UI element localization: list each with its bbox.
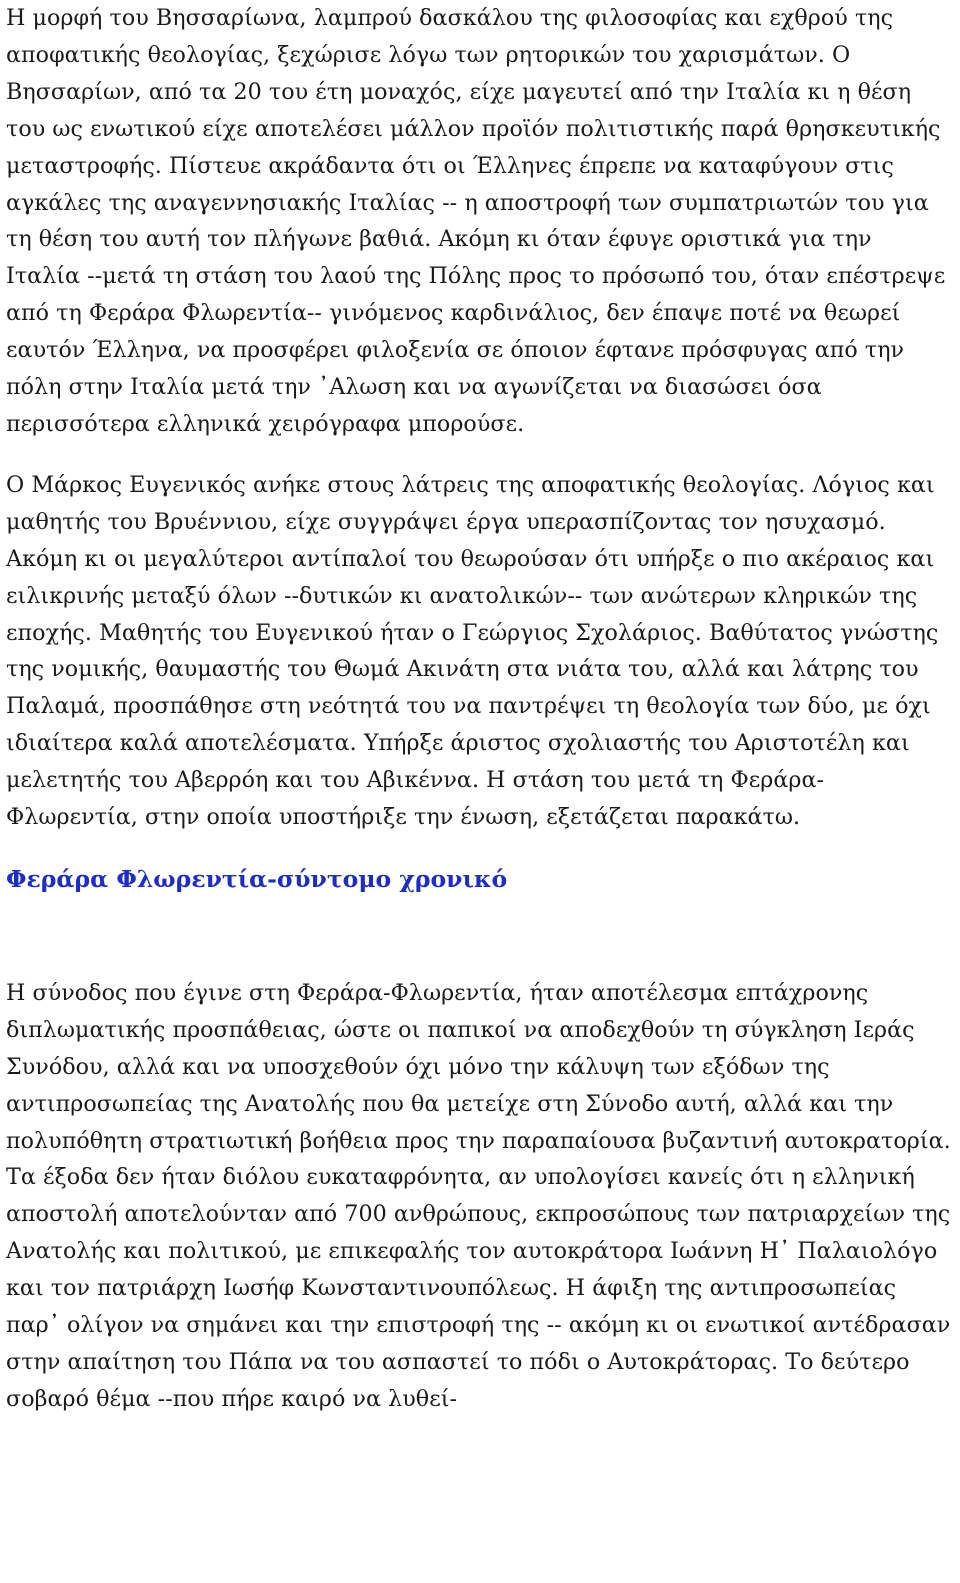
section-heading-ferrara-florence: Φεράρα Φλωρεντία-σύντομο χρονικό	[6, 864, 508, 893]
paragraph-synod-history: Η σύνοδος που έγινε στη Φεράρα-Φλωρεντία, ήταν αποτέλεσμα επτάχρονης διπλωματικής προσπάθειας, ώστε οι παπικοί να αποδεχθούν τη σύγκληση Ιεράς Συνόδου, αλλά και να υποσχεθούν όχι μόνο την κάλυψη των εξόδων της αντιπροσωπείας της Ανατολής που θα μετείχε στη Σύνοδο αυτή, αλλά και την πολυπόθητη στρατιωτική βοήθεια προς την παραπαίουσα βυζαντινή αυτοκρατορία. Τα έξοδα δεν ήταν διόλου ευκαταφρόνητα, αν υπολογίσει κανείς ότι η ελληνική αποστολή αποτελούνταν από 700 ανθρώπους, εκπροσώπους των πατριαρχείων της Ανατολής και πολιτικού, με επικεφαλής τον αυτοκράτορα Ιωάννη Η᾿ Παλαιολόγο και τον πατριάρχη Ιωσήφ Κωνσταντινουπόλεως. Η άφιξη της αντιπροσωπείας παρ᾿ ολίγον να σημάνει και την επιστροφή της -- ακόμη κι οι ενωτικοί αντέδρασαν στην απαίτηση του Πάπα να του ασπαστεί το πόδι ο Αυτοκράτορας. Το δεύτερο σοβαρό θέμα --που πήρε καιρό να λυθεί-	[6, 979, 951, 1412]
document-page	[6, 0, 952, 1418]
paragraph-markos-eugenikos: Ο Μάρκος Ευγενικός ανήκε στους λάτρεις της αποφατικής θεολογίας. Λόγιος και μαθητής του Βρυέννιου, είχε συγγράψει έργα υπερασπίζοντας τον ησυχασμό. Ακόμη κι οι μεγαλύτεροι αντίπαλοί του θεωρούσαν ότι υπήρξε ο πιο ακέραιος και ειλικρινής μεταξύ όλων --δυτικών κι ανατολικών-- των ανώτερων κληρικών της εποχής. Μαθητής του Ευγενικού ήταν ο Γεώργιος Σχολάριος. Βαθύτατος γνώστης της νομικής, θαυμαστής του Θωμά Ακινάτη στα νιάτα του, αλλά και λάτρης του Παλαμά, προσπάθησε στη νεότητά του να παντρέψει τη θεολογία των δύο, με όχι ιδιαίτερα καλά αποτελέσματα. Υπήρξε άριστος σχολιαστής του Αριστοτέλη και μελετητής του Αβερρόη και του Αβικέννα. Η στάση του μετά τη Φεράρα-Φλωρεντία, στην οποία υποστήριξε την ένωση, εξετάζεται παρακάτω.	[6, 471, 939, 831]
paragraph-bessarion: Η μορφή του Βησσαρίωνα, λαμπρού δασκάλου της φιλοσοφίας και εχθρού της αποφατικής θεολογίας, ξεχώρισε λόγω των ρητορικών του χαρισμάτων. Ο Βησσαρίων, από τα 20 του έτη μοναχός, είχε μαγευτεί από την Ιταλία κι η θέση του ως ενωτικού είχε αποτελέσει μάλλον προϊόν πολιτιστικής παρά θρησκευτικής μεταστροφής. Πίστευε ακράδαντα ότι οι Έλληνες έπρεπε να καταφύγουν στις αγκάλες της αναγεννησιακής Ιταλίας -- η αποστροφή των συμπατριωτών του για τη θέση του αυτή τον πλήγωνε βαθιά. Ακόμη κι όταν έφυγε οριστικά για την Ιταλία --μετά τη στάση του λαού της Πόλης προς το πρόσωπό του, όταν επέστρεψε από τη Φεράρα Φλωρεντία-- γινόμενος καρδινάλιος, δεν έπαψε ποτέ να θεωρεί εαυτόν Έλληνα, να προσφέρει φιλοξενία σε όποιον έφτανε πρόσφυγας από την πόλη στην Ιταλία μετά την ᾿Αλωση και να αγωνίζεται να διασώσει όσα περισσότερα ελληνικά χειρόγραφα μπορούσε.	[6, 5, 946, 437]
